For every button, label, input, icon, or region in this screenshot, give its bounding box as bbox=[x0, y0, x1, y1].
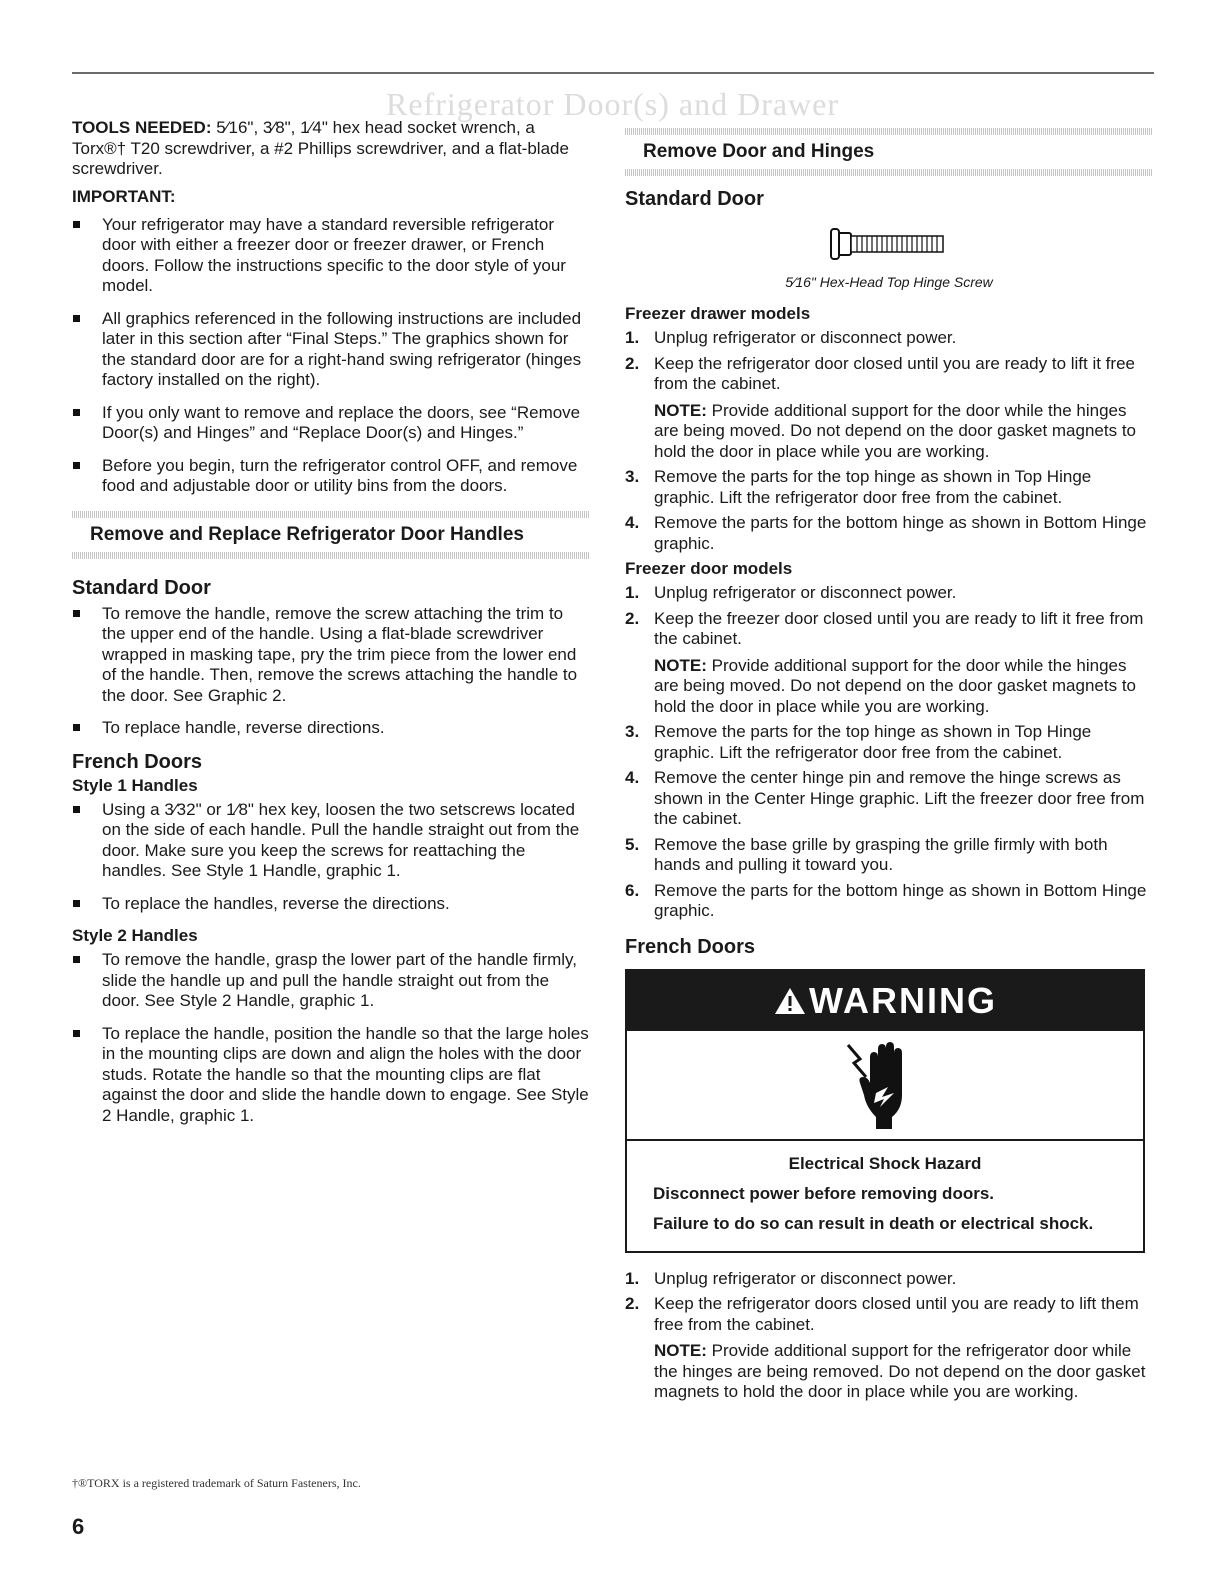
hex-screw-illustration bbox=[625, 225, 1153, 268]
freezer-drawer-steps bbox=[625, 328, 1153, 554]
freezer-drawer-title: Freezer drawer models bbox=[625, 304, 811, 323]
trademark-footnote: †®TORX is a registered trademark of Saturn Fasteners, Inc. bbox=[72, 1476, 361, 1490]
warning-triangle-icon bbox=[773, 986, 807, 1016]
standard-door-list bbox=[72, 604, 590, 739]
list-item bbox=[625, 722, 1153, 763]
screw-caption: 5⁄16" Hex-Head Top Hinge Screw bbox=[785, 274, 993, 290]
list-item: Using a 3⁄32" or 1⁄8" hex key, loosen the two setscrews located on the side of each handle. Pull the handle straight out from the door. Make sure you keep the screws for reattaching the handles. See Style 1 Handle, graphic 1. bbox=[72, 800, 590, 882]
style1-title: Style 1 Handles bbox=[72, 775, 198, 795]
step-number: 2. bbox=[625, 608, 640, 628]
step-number: 1. bbox=[625, 1268, 640, 1288]
step-text: Unplug refrigerator or disconnect power. bbox=[654, 1268, 957, 1288]
step-text: Keep the refrigerator doors closed until you are ready to lift them free from the cabinet. bbox=[654, 1294, 1139, 1334]
section-band-top bbox=[72, 511, 590, 518]
step-number: 3. bbox=[625, 467, 640, 486]
style1-list bbox=[72, 800, 590, 915]
step-number: 4. bbox=[625, 768, 640, 787]
list-item: All graphics referenced in the following instructions are included later in this section after “Final Steps.” The graphics shown for the standard door are for a right-hand swing refrigerator (hinges factory installed on the right). bbox=[72, 309, 590, 391]
step-text: Remove the parts for the bottom hinge as shown in Bottom Hinge graphic. bbox=[654, 513, 1147, 553]
list-item: To replace the handle, position the handle so that the large holes in the mounting clips are down and align the holes with the door studs. Rotate the handle so that the mounting clips are flat against the door and slide the handle down to engage. See Style 2 Handle, graphic 1. bbox=[72, 1024, 590, 1127]
step-text: Remove the parts for the top hinge as shown in Top Hinge graphic. Lift the refrigerator door free from the cabinet. bbox=[654, 467, 1092, 507]
standard-door-title: Standard Door bbox=[72, 576, 211, 599]
freezer-door-title: Freezer door models bbox=[625, 559, 793, 578]
warning-title: WARNING bbox=[809, 979, 997, 1021]
note-label: NOTE: bbox=[654, 655, 707, 675]
tools-paragraph bbox=[72, 118, 590, 180]
note-text: Provide additional support for the refrigerator door while the hinges are being removed. Do not depend on the door gasket magnets to hold the door in place while you are working. bbox=[654, 1341, 1146, 1401]
step-number: 4. bbox=[625, 513, 640, 532]
step-note bbox=[654, 656, 1153, 718]
step-number: 5. bbox=[625, 834, 640, 854]
french-doors-title: French Doors bbox=[72, 750, 203, 773]
warning-box bbox=[625, 969, 1145, 1253]
handles-section-title: Remove and Replace Refrigerator Door Handles bbox=[90, 523, 524, 545]
step-number: 2. bbox=[625, 353, 640, 373]
step-number: 2. bbox=[625, 1294, 640, 1313]
hazard-title: Electrical Shock Hazard bbox=[788, 1153, 982, 1173]
list-item: To remove the handle, grasp the lower part of the handle firmly, slide the handle up and pull the handle straight out from the door. See Style 2 Handle, graphic 1. bbox=[72, 950, 590, 1012]
warning-text bbox=[627, 1141, 1143, 1251]
list-item bbox=[625, 354, 1153, 463]
step-note bbox=[654, 1341, 1153, 1403]
shock-hazard-illustration bbox=[627, 1031, 1143, 1141]
note-text: Provide additional support for the door while the hinges are being moved. Do not depend on the door gasket magnets to hold the door in place while you are working. bbox=[654, 400, 1136, 461]
warning-line-2: Failure to do so can result in death or electrical shock. bbox=[653, 1213, 1094, 1233]
step-text: Remove the center hinge pin and remove the hinge screws as shown in the Center Hinge graphic. Lift the freezer door free from the cabinet. bbox=[654, 768, 1145, 828]
hinges-section-title: Remove Door and Hinges bbox=[643, 141, 875, 162]
step-note bbox=[654, 401, 1153, 463]
style2-list bbox=[72, 950, 590, 1126]
list-item bbox=[625, 1294, 1153, 1403]
step-text: Keep the refrigerator door closed until you are ready to lift it free from the cabinet. bbox=[654, 353, 1135, 393]
list-item bbox=[625, 513, 1153, 554]
important-list bbox=[72, 215, 590, 497]
step-number: 6. bbox=[625, 880, 640, 900]
top-rule bbox=[72, 72, 1154, 74]
hex-screw-icon bbox=[829, 225, 949, 263]
step-text: Remove the base grille by grasping the grille firmly with both hands and pulling it toward you. bbox=[654, 834, 1108, 874]
tools-label: TOOLS NEEDED: bbox=[72, 118, 212, 137]
right-column bbox=[625, 118, 1153, 1408]
list-item: To replace handle, reverse directions. bbox=[72, 718, 590, 739]
style2-title: Style 2 Handles bbox=[72, 926, 198, 945]
note-label: NOTE: bbox=[654, 400, 707, 420]
step-text: Keep the freezer door closed until you are ready to lift it free from the cabinet. bbox=[654, 608, 1144, 648]
list-item: If you only want to remove and replace the doors, see “Remove Door(s) and Hinges” and “Replace Door(s) and Hinges.” bbox=[72, 403, 590, 444]
step-number: 3. bbox=[625, 722, 640, 741]
tools-text: 5⁄16", 3⁄8", 1⁄4" hex head socket wrench, a Torx®† T20 screwdriver, a #2 Phillips screwdriver, and a flat-blade screwdriver. bbox=[72, 118, 569, 178]
section-band-bottom bbox=[625, 169, 1153, 176]
list-item: Before you begin, turn the refrigerator control OFF, and remove food and adjustable door or utility bins from the doors. bbox=[72, 456, 590, 497]
note-text: Provide additional support for the door while the hinges are being moved. Do not depend on the door gasket magnets to hold the door in place while you are working. bbox=[654, 655, 1136, 716]
step-text: Unplug refrigerator or disconnect power. bbox=[654, 583, 957, 602]
electric-shock-hand-icon bbox=[840, 1037, 930, 1133]
warning-line-1: Disconnect power before removing doors. bbox=[653, 1183, 995, 1203]
list-item bbox=[625, 768, 1153, 830]
step-text: Unplug refrigerator or disconnect power. bbox=[654, 328, 957, 347]
list-item bbox=[625, 1269, 1153, 1290]
section-band-bottom bbox=[72, 552, 590, 559]
list-item: To remove the handle, remove the screw attaching the trim to the upper end of the handle. Using a flat-blade screwdriver wrapped in masking tape, pry the trim piece from the lower end of the handle. Then, remove the screws attaching the handle to the door. See Graphic 2. bbox=[72, 604, 590, 707]
list-item bbox=[625, 881, 1153, 922]
list-item bbox=[625, 467, 1153, 508]
step-text: Remove the parts for the bottom hinge as shown in Bottom Hinge graphic. bbox=[654, 880, 1147, 920]
freezer-door-steps bbox=[625, 583, 1153, 922]
section-band-top bbox=[625, 128, 1153, 135]
list-item bbox=[625, 583, 1153, 604]
list-item: Your refrigerator may have a standard reversible refrigerator door with either a freezer door or freezer drawer, or French doors. Follow the instructions specific to the door style of your model. bbox=[72, 215, 590, 297]
french-doors-steps bbox=[625, 1269, 1153, 1403]
list-item bbox=[625, 609, 1153, 718]
warning-header bbox=[627, 971, 1143, 1031]
page-number: 6 bbox=[72, 1514, 85, 1539]
page-title: Refrigerator Door(s) and Drawer bbox=[385, 86, 840, 122]
standard-door-title: Standard Door bbox=[625, 188, 764, 210]
note-label: NOTE: bbox=[654, 1341, 707, 1360]
left-column bbox=[72, 118, 590, 1138]
french-doors-title: French Doors bbox=[625, 935, 756, 958]
step-text: Remove the parts for the top hinge as shown in Top Hinge graphic. Lift the refrigerator door free from the cabinet. bbox=[654, 722, 1092, 762]
list-item bbox=[625, 328, 1153, 349]
step-number: 1. bbox=[625, 328, 640, 347]
important-label: IMPORTANT: bbox=[72, 186, 176, 206]
list-item: To replace the handles, reverse the directions. bbox=[72, 894, 590, 915]
list-item bbox=[625, 835, 1153, 876]
step-number: 1. bbox=[625, 583, 640, 602]
